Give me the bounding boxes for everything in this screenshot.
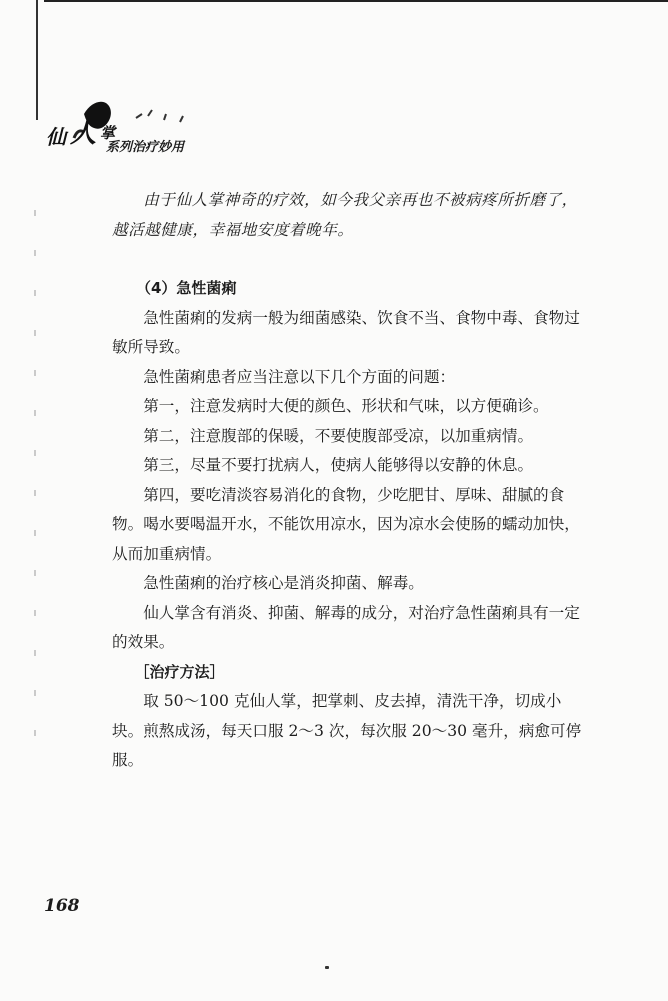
intro-paragraph: 由于仙人掌神奇的疗效，如今我父亲再也不被病疼所折磨了，越活越健康，幸福地安度着晚年。 (112, 191, 578, 239)
paragraph: 急性菌痢患者应当注意以下几个方面的问题： (143, 367, 456, 386)
page-body (112, 186, 584, 776)
series-subtitle: 系列治疗妙用 (106, 140, 185, 155)
svg-text:人: 人 (70, 119, 97, 149)
paragraph: 第三，尽量不要打扰病人，使病人能够得以安静的休息。 (143, 456, 534, 474)
paragraph: 第一，注意发病时大便的颜色、形状和气味，以方便确诊。 (143, 397, 549, 415)
paragraph: 第二，注意腹部的保暖，不要使腹部受凉，以加重病情。 (143, 426, 534, 445)
left-margin-bar (36, 0, 38, 120)
svg-text:掌: 掌 (100, 124, 116, 142)
left-margin-marks (34, 210, 36, 770)
print-speck (325, 966, 329, 969)
paragraph: 急性菌痢的治疗核心是消炎抑菌、解毒。 (143, 574, 424, 592)
paragraph: 仙人掌含有消炎、抑菌、解毒的成分，对治疗急性菌痢具有一定的效果。 (112, 603, 580, 651)
section-title: （4）急性菌痢 (136, 279, 237, 297)
paragraph: 第四，要吃清淡容易消化的食物，少吃肥甘、厚味、甜腻的食物。喝水要喝温开水，不能饮用凉水，因为凉水会使肠的蠕动加快，从而加重病情。 (112, 485, 580, 563)
paragraph: 急性菌痢的发病一般为细菌感染、饮食不当、食物中毒、食物过敏所导致。 (112, 308, 580, 356)
running-header (44, 92, 244, 172)
method-text: 取 50～100 克仙人掌，把掌刺、皮去掉，清洗干净，切成小块。煎熬成汤，每天口服 2～3 次，每次服 20～30 毫升，病愈可停服。 (112, 692, 582, 769)
method-heading: ［治疗方法］ (134, 662, 225, 681)
page-number: 168 (44, 896, 80, 916)
svg-text:仙: 仙 (46, 125, 66, 149)
top-rule (44, 0, 668, 10)
